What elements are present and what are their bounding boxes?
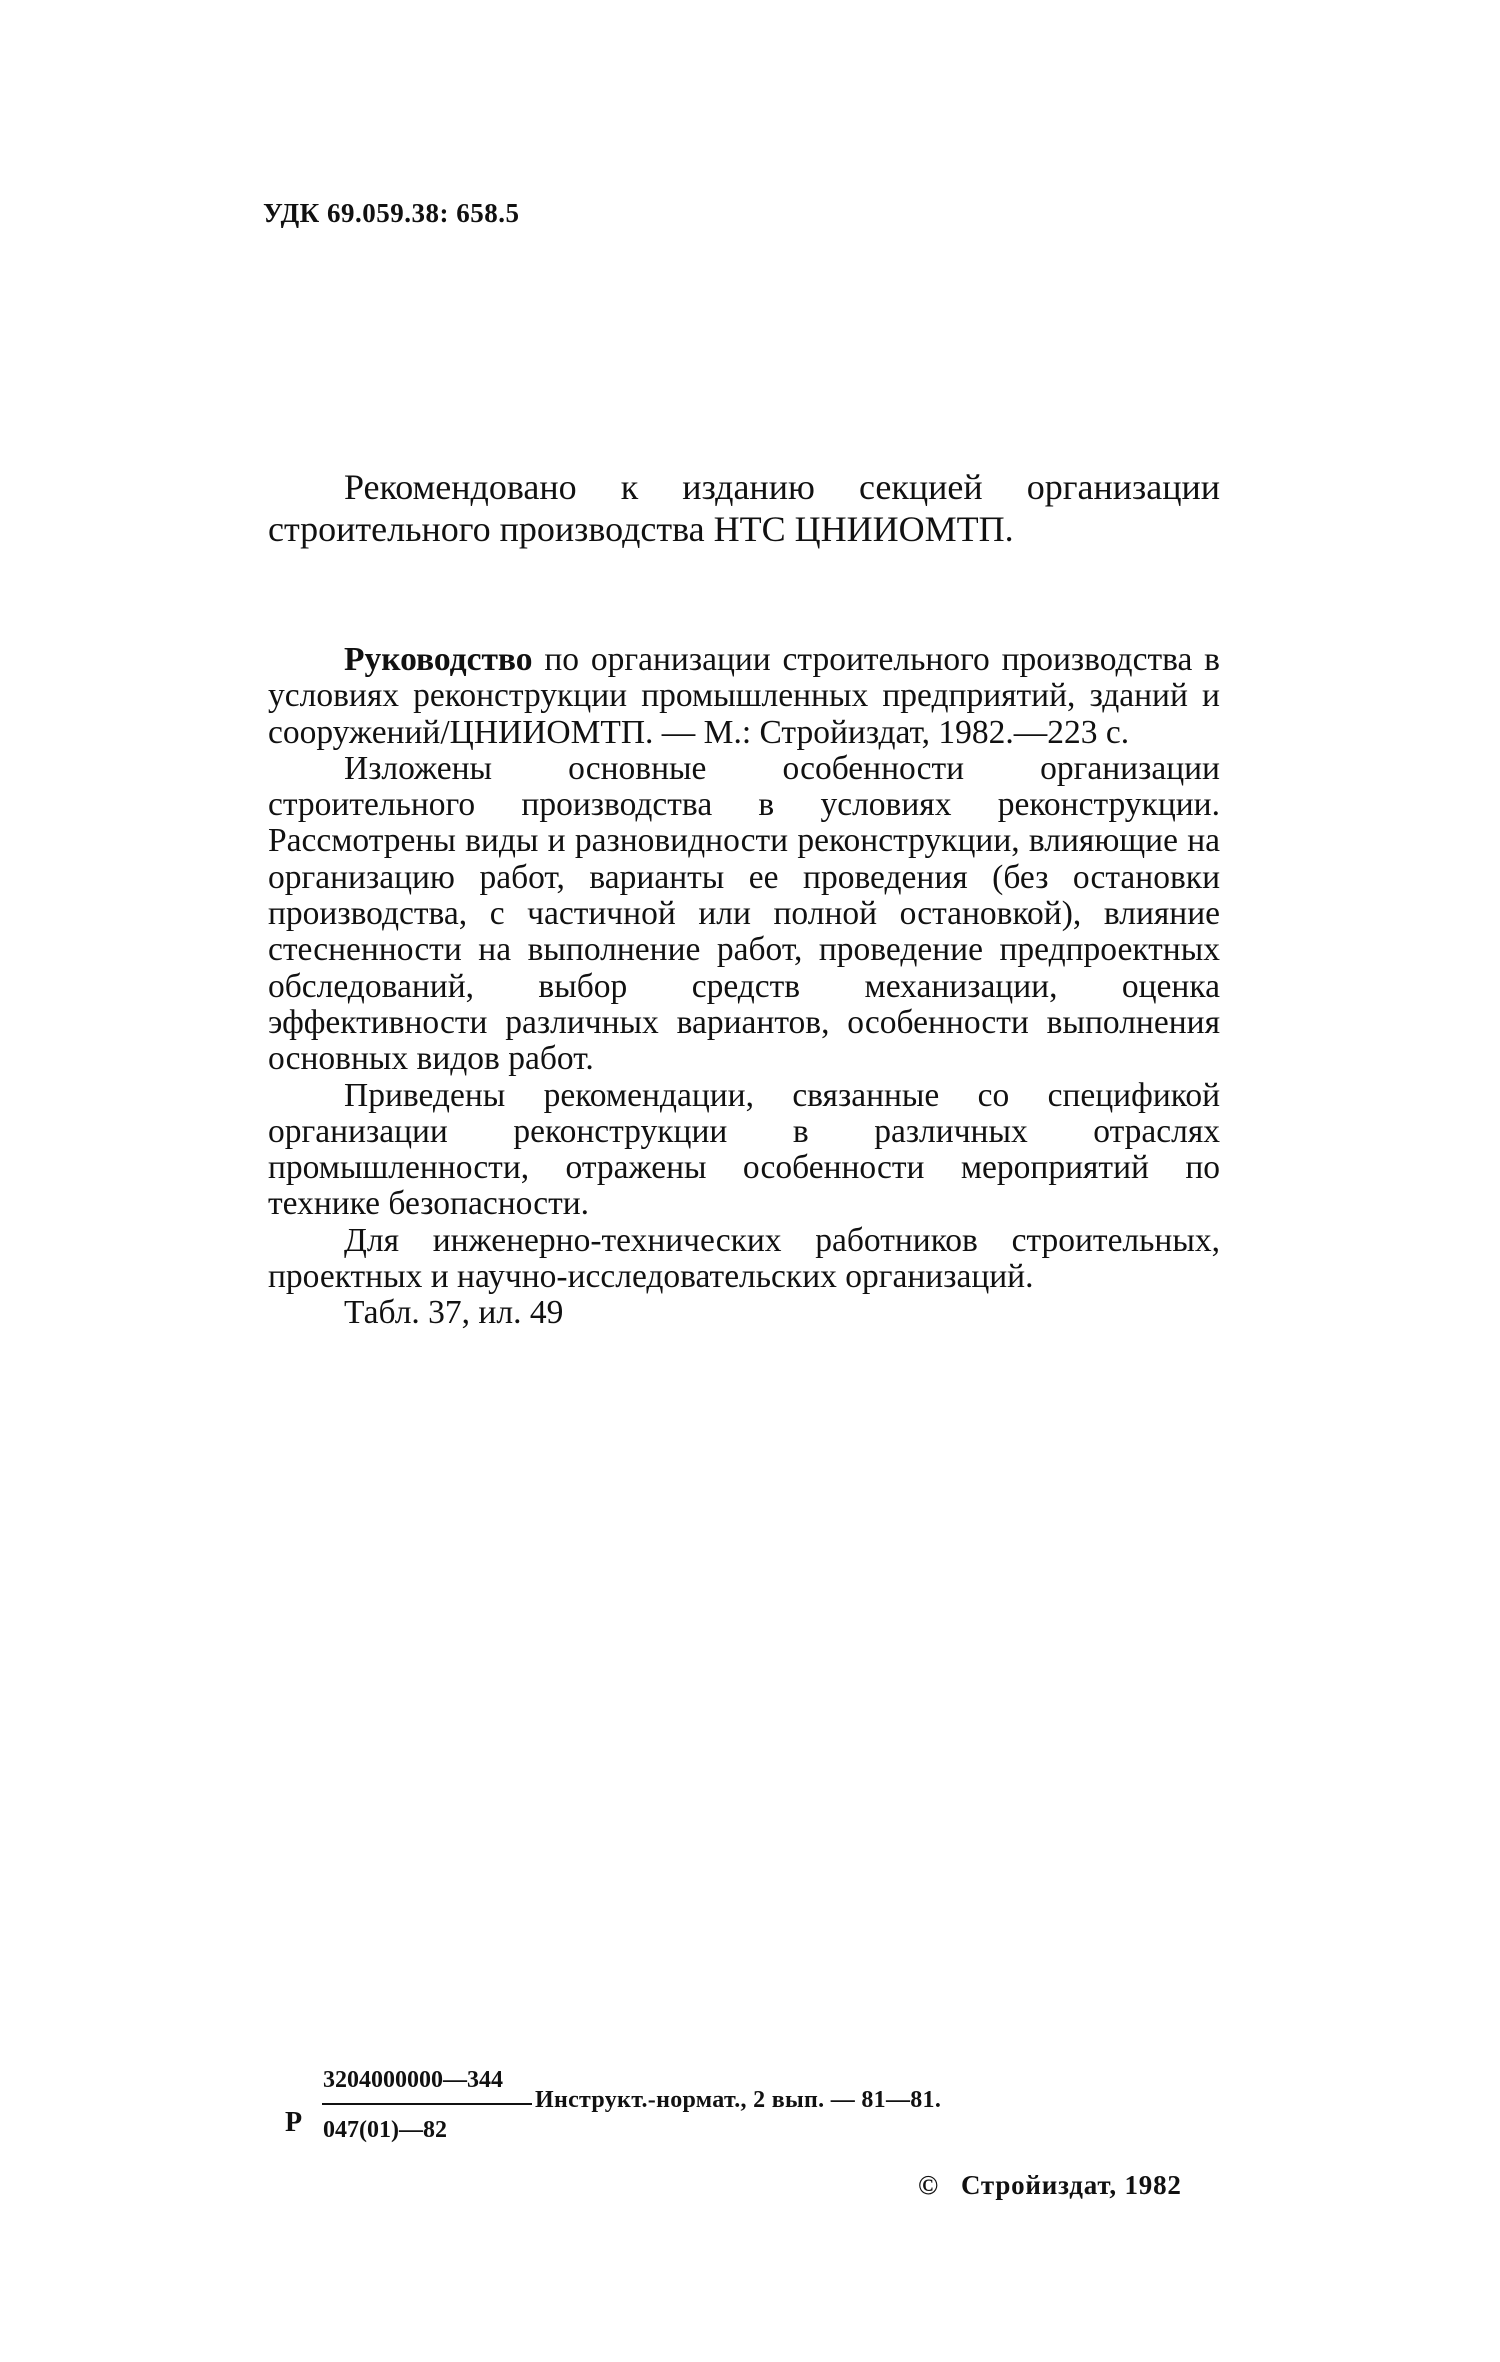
fraction-line — [322, 2103, 532, 2105]
book-title: Руководство — [344, 641, 533, 678]
recommendation-block — [268, 466, 1220, 550]
abstract-paragraph: Приведены рекомендации, связанные со спецификой организации реконструкции в различных отраслях промышленности, отражены особенности мероприятий по технике безопасности. — [268, 1076, 1220, 1223]
abstract-paragraph: Изложены основные особенности организации строительного производства в условиях реконструкции. Рассмотрены виды и разновидности реконструкции, влияющие на организацию работ, варианты ее проведения (без остановки производства, с частичной или полной остановкой), влияние стесненности на выполнение работ, проведение предпроектных обследований, выбор средств механизации, оценка эффективности различных вариантов, особенности выполнения основных видов работ. — [268, 749, 1220, 1078]
bibliographic-details: по организации строительного производства в условиях реконструкции промышленных предприятий, зданий и сооружений/ЦНИИОМТП. — М.: Стройиздат, 1982.—223 с. — [268, 641, 1220, 751]
copyright-line — [918, 2170, 1182, 2201]
bibliographic-abstract — [268, 642, 1220, 1332]
catalog-letter: Р — [285, 2107, 303, 2138]
copyright-text: Стройиздат, 1982 — [960, 2170, 1182, 2200]
catalog-plan-reference: Инструкт.-нормат., 2 вып. — 81—81. — [535, 2087, 942, 2113]
catalog-denominator: 047(01)—82 — [323, 2117, 447, 2143]
abstract-paragraph: Для инженерно-технических работников строительных, проектных и научно-исследовательских организаций. — [268, 1221, 1220, 1296]
udk-code: УДК 69.059.38: 658.5 — [263, 198, 520, 228]
bibliographic-entry — [268, 642, 1220, 751]
copyright-icon: © — [918, 2170, 939, 2200]
tables-illustrations-count: Табл. 37, ил. 49 — [344, 1294, 564, 1332]
catalog-numerator: 3204000000—344 — [323, 2067, 503, 2093]
recommendation-text: Рекомендовано к изданию секцией организации строительного производства НТС ЦНИИОМТП. — [268, 467, 1220, 549]
